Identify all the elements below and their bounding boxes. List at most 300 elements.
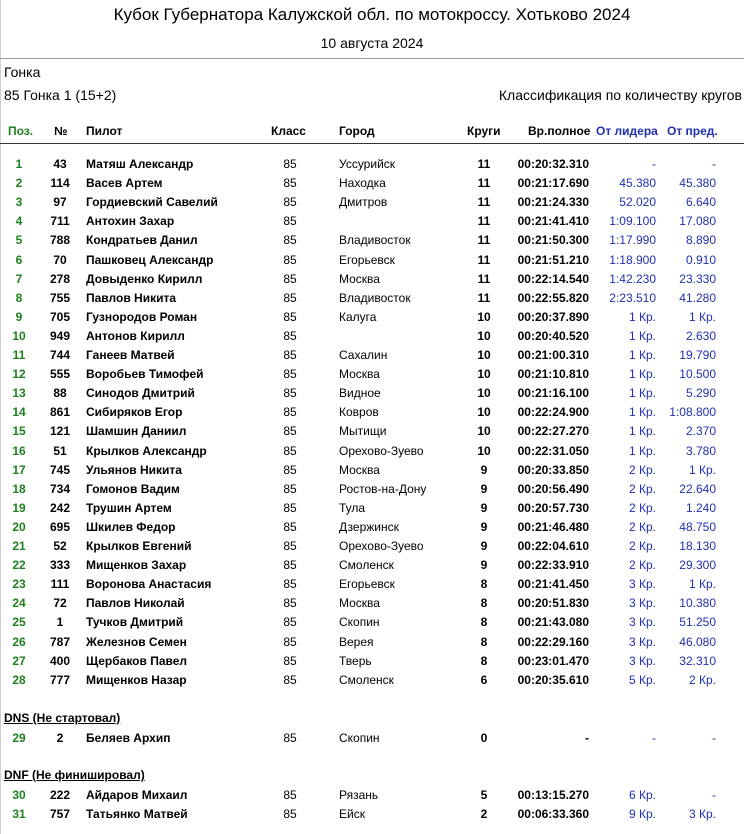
cell-city: Скопин xyxy=(339,615,380,630)
cell-num: 278 xyxy=(49,271,71,286)
table-row xyxy=(0,289,744,308)
table-header-rule xyxy=(0,143,744,144)
page-title: Кубок Губернатора Калужской обл. по мотокроссу. Хотьково 2024 xyxy=(113,5,631,24)
cell-pilot: Айдаров Михаил xyxy=(86,788,188,802)
cell-pos: 9 xyxy=(15,309,23,324)
table-row xyxy=(0,442,744,461)
cell-pilot: Гомонов Вадим xyxy=(86,481,180,496)
cell-num: 949 xyxy=(49,328,71,343)
cell-gap: 3 Кр. xyxy=(628,615,656,630)
cell-num: 777 xyxy=(49,672,71,687)
cell-gap: 1 Кр. xyxy=(628,328,656,343)
table-row xyxy=(0,537,744,556)
header-city: Город xyxy=(339,124,375,138)
cell-city: Дзержинск xyxy=(339,519,399,534)
cell-num: 755 xyxy=(49,290,71,305)
event-date: 10 августа 2024 xyxy=(320,35,424,51)
cell-prev: 3.780 xyxy=(685,443,716,458)
cell-prev: 5.290 xyxy=(685,386,716,401)
table-row xyxy=(0,251,744,270)
cell-laps: 9 xyxy=(480,558,488,573)
table-row xyxy=(0,461,744,480)
cell-pilot: Тучков Дмитрий xyxy=(86,615,184,630)
cell-num: 88 xyxy=(53,386,67,401)
cell-laps: 10 xyxy=(477,405,491,420)
cell-gap: 1 Кр. xyxy=(628,424,656,439)
cell-gap: 1:17.990 xyxy=(609,233,656,248)
cell-num: 242 xyxy=(49,500,71,515)
cell-laps: 10 xyxy=(477,328,491,343)
cell-pilot: Пашковец Александр xyxy=(86,252,214,267)
cell-city: Уссурийск xyxy=(339,157,396,171)
cell-pilot: Довыденко Кирилл xyxy=(86,271,203,286)
cell-prev: 45.380 xyxy=(679,176,716,191)
table-row xyxy=(0,308,744,327)
cell-laps: 9 xyxy=(480,519,488,534)
cell-pilot: Крылков Александр xyxy=(86,443,207,458)
cell-num: 745 xyxy=(49,462,71,477)
cell-city: Верея xyxy=(339,634,374,649)
cell-time: 00:23:01.470 xyxy=(517,653,589,668)
table-row xyxy=(0,480,744,499)
cell-pos: 4 xyxy=(15,214,23,229)
cell-cls: 85 xyxy=(283,348,297,362)
table-row xyxy=(0,174,744,193)
cell-prev: - xyxy=(712,731,716,745)
cell-prev: 1:08.800 xyxy=(669,405,716,420)
cell-prev: 1 Кр. xyxy=(688,309,716,324)
cell-pilot: Воробьев Тимофей xyxy=(86,367,204,382)
cell-num: 555 xyxy=(49,367,71,382)
classification-label: Классификация по количеству кругов xyxy=(498,87,742,103)
cell-cls: 85 xyxy=(283,176,297,191)
cell-city: Орехово-Зуево xyxy=(339,539,424,553)
cell-city: Москва xyxy=(339,367,380,382)
cell-cls: 85 xyxy=(283,615,297,630)
cell-city: Владивосток xyxy=(339,290,411,305)
cell-pos: 21 xyxy=(12,539,26,553)
cell-laps: 5 xyxy=(480,788,488,802)
cell-cls: 85 xyxy=(283,367,297,382)
cell-pos: 6 xyxy=(15,252,23,267)
header-prev: От пред. xyxy=(667,124,718,138)
cell-laps: 11 xyxy=(477,271,491,286)
cell-prev: 1.240 xyxy=(685,500,716,515)
cell-prev: 8.890 xyxy=(685,233,716,248)
cell-cls: 85 xyxy=(283,424,297,439)
cell-laps: 10 xyxy=(477,443,491,458)
cell-pilot: Васев Артем xyxy=(86,176,163,191)
cell-cls: 85 xyxy=(283,634,297,649)
header-pos: Поз. xyxy=(8,124,34,138)
cell-gap: 1 Кр. xyxy=(628,386,656,401)
cell-time: 00:22:33.910 xyxy=(517,558,589,573)
cell-prev: 32.310 xyxy=(679,653,716,668)
cell-num: 70 xyxy=(53,252,67,267)
cell-num: 222 xyxy=(49,788,71,802)
cell-cls: 85 xyxy=(283,195,297,210)
cell-cls: 85 xyxy=(283,157,297,171)
cell-laps: 11 xyxy=(477,290,491,305)
cell-gap: 1 Кр. xyxy=(628,405,656,420)
cell-pilot: Павлов Николай xyxy=(86,596,185,611)
cell-pilot: Гордиевский Савелий xyxy=(86,195,218,210)
table-row xyxy=(0,613,744,632)
cell-city: Рязань xyxy=(339,788,379,802)
race-name: 85 Гонка 1 (15+2) xyxy=(4,87,117,103)
cell-gap: 2 Кр. xyxy=(628,481,656,496)
cell-time: 00:21:16.100 xyxy=(517,386,589,401)
table-row xyxy=(0,365,744,384)
cell-city: Москва xyxy=(339,271,380,286)
cell-laps: 11 xyxy=(477,214,491,229)
cell-pilot: Щербаков Павел xyxy=(86,653,188,668)
cell-laps: 11 xyxy=(477,176,491,191)
cell-pilot: Кондратьев Данил xyxy=(86,233,198,248)
dnf-section-label: DNF (Не финишировал) xyxy=(4,768,145,782)
table-row xyxy=(0,403,744,422)
cell-pos: 23 xyxy=(12,577,26,592)
cell-pos: 20 xyxy=(12,519,26,534)
cell-cls: 85 xyxy=(283,558,297,573)
cell-pos: 15 xyxy=(12,424,26,439)
cell-laps: 6 xyxy=(480,672,488,687)
cell-pos: 12 xyxy=(12,367,26,382)
header-gap: От лидера xyxy=(596,124,658,138)
cell-cls: 85 xyxy=(283,731,297,745)
cell-pilot: Гузнородов Роман xyxy=(86,309,198,324)
cell-prev: - xyxy=(712,788,716,802)
cell-time: 00:21:17.690 xyxy=(517,176,589,191)
cell-time: 00:22:24.900 xyxy=(517,405,589,420)
cell-time: 00:13:15.270 xyxy=(517,788,589,802)
cell-pilot: Ганеев Матвей xyxy=(86,348,175,362)
cell-pilot: Антохин Захар xyxy=(86,214,175,229)
table-row xyxy=(0,556,744,575)
table-row xyxy=(0,594,744,613)
cell-laps: 10 xyxy=(477,348,491,362)
cell-time: 00:21:10.810 xyxy=(517,367,589,382)
cell-pos: 19 xyxy=(12,500,26,515)
cell-time: 00:20:40.520 xyxy=(517,328,589,343)
cell-num: 400 xyxy=(49,653,71,668)
cell-prev: 51.250 xyxy=(679,615,716,630)
table-row xyxy=(0,633,744,652)
cell-pos: 27 xyxy=(12,653,26,668)
cell-prev: 23.330 xyxy=(679,271,716,286)
cell-city: Скопин xyxy=(339,731,380,745)
cell-city: Смоленск xyxy=(339,672,394,687)
cell-num: 861 xyxy=(49,405,71,420)
cell-time: 00:21:51.210 xyxy=(517,252,589,267)
cell-pos: 25 xyxy=(12,615,26,630)
cell-pos: 29 xyxy=(12,731,26,745)
cell-gap: 2 Кр. xyxy=(628,539,656,553)
cell-prev: 2.370 xyxy=(685,424,716,439)
cell-laps: 10 xyxy=(477,424,491,439)
cell-laps: 11 xyxy=(477,252,491,267)
cell-city: Ковров xyxy=(339,405,379,420)
cell-num: 787 xyxy=(49,634,71,649)
cell-gap: 1 Кр. xyxy=(628,367,656,382)
race-label: Гонка xyxy=(4,64,41,80)
cell-pilot: Воронова Анастасия xyxy=(86,577,212,592)
cell-gap: - xyxy=(652,731,656,745)
cell-cls: 85 xyxy=(283,386,297,401)
cell-city: Егорьевск xyxy=(339,252,395,267)
table-row xyxy=(0,422,744,441)
cell-time: 00:06:33.360 xyxy=(517,807,589,821)
cell-prev: 10.380 xyxy=(679,596,716,611)
cell-time: 00:20:56.490 xyxy=(517,481,589,496)
cell-cls: 85 xyxy=(283,788,297,802)
cell-prev: 10.500 xyxy=(679,367,716,382)
table-row xyxy=(0,193,744,212)
cell-prev: 3 Кр. xyxy=(688,807,716,821)
cell-cls: 85 xyxy=(283,252,297,267)
cell-time: - xyxy=(585,731,589,745)
cell-cls: 85 xyxy=(283,462,297,477)
cell-pos: 14 xyxy=(12,405,26,420)
cell-gap: 3 Кр. xyxy=(628,596,656,611)
cell-gap: 2 Кр. xyxy=(628,558,656,573)
cell-gap: 2 Кр. xyxy=(628,462,656,477)
cell-pilot: Синодов Дмитрий xyxy=(86,386,195,401)
cell-prev: 46.080 xyxy=(679,634,716,649)
cell-laps: 10 xyxy=(477,386,491,401)
cell-prev: 1 Кр. xyxy=(688,462,716,477)
cell-time: 00:21:43.080 xyxy=(517,615,589,630)
cell-time: 00:20:51.830 xyxy=(517,596,589,611)
cell-prev: 2.630 xyxy=(685,328,716,343)
cell-num: 757 xyxy=(49,807,71,821)
cell-num: 111 xyxy=(50,577,70,592)
cell-cls: 85 xyxy=(283,328,297,343)
cell-city: Видное xyxy=(339,386,381,401)
cell-pilot: Шкилев Федор xyxy=(86,519,176,534)
cell-city: Тула xyxy=(339,500,366,515)
cell-gap: 45.380 xyxy=(619,176,656,191)
cell-pos: 5 xyxy=(15,233,23,248)
header-laps: Круги xyxy=(467,124,501,138)
table-row xyxy=(0,346,744,365)
cell-pos: 18 xyxy=(12,481,26,496)
cell-pos: 22 xyxy=(12,558,26,573)
table-row xyxy=(0,575,744,594)
cell-pilot: Беляев Архип xyxy=(86,731,171,745)
cell-prev: 22.640 xyxy=(679,481,716,496)
cell-prev: 48.750 xyxy=(679,519,716,534)
cell-time: 00:22:31.050 xyxy=(517,443,589,458)
cell-gap: 1:18.900 xyxy=(609,252,656,267)
cell-pilot: Мищенков Захар xyxy=(86,558,187,573)
cell-pos: 28 xyxy=(12,672,26,687)
cell-pos: 3 xyxy=(15,195,23,210)
header-num: № xyxy=(54,124,68,138)
cell-pos: 11 xyxy=(12,348,26,362)
cell-cls: 85 xyxy=(283,405,297,420)
cell-gap: 9 Кр. xyxy=(628,807,656,821)
cell-pos: 8 xyxy=(15,290,23,305)
cell-cls: 85 xyxy=(283,539,297,553)
cell-city: Находка xyxy=(339,176,386,191)
cell-pilot: Мищенков Назар xyxy=(86,672,187,687)
header-divider xyxy=(0,58,744,59)
cell-laps: 2 xyxy=(480,807,488,821)
cell-city: Владивосток xyxy=(339,233,411,248)
cell-gap: 1 Кр. xyxy=(628,348,656,362)
cell-time: 00:22:29.160 xyxy=(517,634,589,649)
cell-pilot: Железнов Семен xyxy=(86,634,187,649)
cell-pos: 26 xyxy=(12,634,26,649)
cell-cls: 85 xyxy=(283,214,297,229)
cell-city: Ейск xyxy=(339,807,365,821)
cell-time: 00:21:50.300 xyxy=(517,233,589,248)
cell-prev: 0.910 xyxy=(685,252,716,267)
cell-num: 695 xyxy=(49,519,71,534)
cell-prev: 19.790 xyxy=(679,348,716,362)
header-time: Вр.полное xyxy=(528,124,591,138)
cell-time: 00:22:27.270 xyxy=(517,424,589,439)
cell-cls: 85 xyxy=(283,309,297,324)
cell-city: Дмитров xyxy=(339,195,388,210)
cell-gap: - xyxy=(652,157,656,171)
cell-pilot: Матяш Александр xyxy=(86,157,194,171)
table-row xyxy=(0,671,744,690)
cell-pos: 30 xyxy=(12,788,26,802)
cell-num: 734 xyxy=(49,481,71,496)
cell-city: Орехово-Зуево xyxy=(339,443,424,458)
cell-pos: 7 xyxy=(15,271,23,286)
table-row xyxy=(0,499,744,518)
header-class: Класс xyxy=(271,124,306,138)
table-row xyxy=(0,212,744,231)
cell-cls: 85 xyxy=(283,500,297,515)
cell-time: 00:22:55.820 xyxy=(517,290,589,305)
dns-section-label: DNS (Не стартовал) xyxy=(4,711,121,725)
cell-cls: 85 xyxy=(283,672,297,687)
cell-pilot: Антонов Кирилл xyxy=(86,328,185,343)
cell-num: 114 xyxy=(50,176,70,191)
cell-gap: 52.020 xyxy=(619,195,656,210)
cell-pos: 10 xyxy=(12,328,26,343)
cell-num: 1 xyxy=(56,615,64,630)
cell-laps: 8 xyxy=(480,615,488,630)
table-row xyxy=(0,155,744,174)
cell-city: Тверь xyxy=(339,653,372,668)
cell-gap: 3 Кр. xyxy=(628,577,656,592)
table-row xyxy=(0,327,744,346)
cell-num: 51 xyxy=(53,443,67,458)
cell-time: 00:20:32.310 xyxy=(517,157,589,171)
cell-city: Ростов-на-Дону xyxy=(339,481,427,496)
cell-gap: 1 Кр. xyxy=(628,443,656,458)
cell-num: 52 xyxy=(53,539,67,553)
cell-pilot: Крылков Евгений xyxy=(86,539,192,553)
cell-laps: 8 xyxy=(480,577,488,592)
cell-gap: 3 Кр. xyxy=(628,634,656,649)
cell-time: 00:22:14.540 xyxy=(517,271,589,286)
cell-num: 333 xyxy=(49,558,71,573)
cell-pos: 17 xyxy=(12,462,26,477)
cell-cls: 85 xyxy=(283,596,297,611)
table-row xyxy=(0,384,744,403)
cell-laps: 11 xyxy=(477,157,491,171)
cell-pilot: Павлов Никита xyxy=(86,290,176,305)
cell-time: 00:20:33.850 xyxy=(517,462,589,477)
cell-num: 97 xyxy=(53,195,67,210)
cell-cls: 85 xyxy=(283,519,297,534)
cell-city: Егорьевск xyxy=(339,577,395,592)
cell-prev: 1 Кр. xyxy=(688,577,716,592)
cell-time: 00:21:00.310 xyxy=(517,348,589,362)
cell-num: 705 xyxy=(49,309,71,324)
cell-time: 00:20:37.890 xyxy=(517,309,589,324)
cell-laps: 0 xyxy=(480,731,488,745)
cell-pos: 24 xyxy=(12,596,26,611)
cell-laps: 10 xyxy=(477,367,491,382)
cell-city: Калуга xyxy=(339,309,377,324)
cell-time: 00:21:46.480 xyxy=(517,519,589,534)
cell-time: 00:20:35.610 xyxy=(517,672,589,687)
cell-gap: 1:09.100 xyxy=(609,214,656,229)
cell-pos: 31 xyxy=(12,807,26,821)
cell-pilot: Татьянко Матвей xyxy=(86,807,188,821)
cell-cls: 85 xyxy=(283,481,297,496)
cell-num: 744 xyxy=(49,348,71,362)
table-row xyxy=(0,805,744,824)
cell-num: 788 xyxy=(49,233,71,248)
cell-laps: 9 xyxy=(480,539,488,553)
cell-city: Мытищи xyxy=(339,424,387,439)
cell-laps: 9 xyxy=(480,462,488,477)
cell-cls: 85 xyxy=(283,290,297,305)
cell-laps: 9 xyxy=(480,481,488,496)
cell-laps: 11 xyxy=(477,233,491,248)
cell-gap: 1 Кр. xyxy=(628,309,656,324)
cell-prev: 2 Кр. xyxy=(688,672,716,687)
cell-city: Смоленск xyxy=(339,558,394,573)
table-row xyxy=(0,729,744,748)
cell-gap: 2 Кр. xyxy=(628,500,656,515)
cell-city: Москва xyxy=(339,596,380,611)
cell-laps: 8 xyxy=(480,634,488,649)
table-row xyxy=(0,231,744,250)
cell-laps: 10 xyxy=(477,309,491,324)
cell-gap: 1:42.230 xyxy=(609,271,656,286)
cell-prev: 17.080 xyxy=(679,214,716,229)
table-row xyxy=(0,518,744,537)
cell-num: 121 xyxy=(49,424,71,439)
cell-pilot: Ульянов Никита xyxy=(86,462,182,477)
cell-num: 2 xyxy=(56,731,64,745)
table-row xyxy=(0,786,744,805)
cell-pos: 1 xyxy=(15,157,23,171)
cell-cls: 85 xyxy=(283,443,297,458)
cell-pos: 13 xyxy=(12,386,26,401)
cell-laps: 8 xyxy=(480,653,488,668)
cell-gap: 3 Кр. xyxy=(628,653,656,668)
cell-city: Сахалин xyxy=(339,348,388,362)
cell-prev: - xyxy=(712,157,716,171)
cell-gap: 2 Кр. xyxy=(628,519,656,534)
cell-num: 43 xyxy=(53,157,67,171)
cell-num: 72 xyxy=(53,596,67,611)
cell-cls: 85 xyxy=(283,807,297,821)
cell-prev: 18.130 xyxy=(679,539,716,553)
cell-prev: 6.640 xyxy=(685,195,716,210)
cell-city: Москва xyxy=(339,462,380,477)
